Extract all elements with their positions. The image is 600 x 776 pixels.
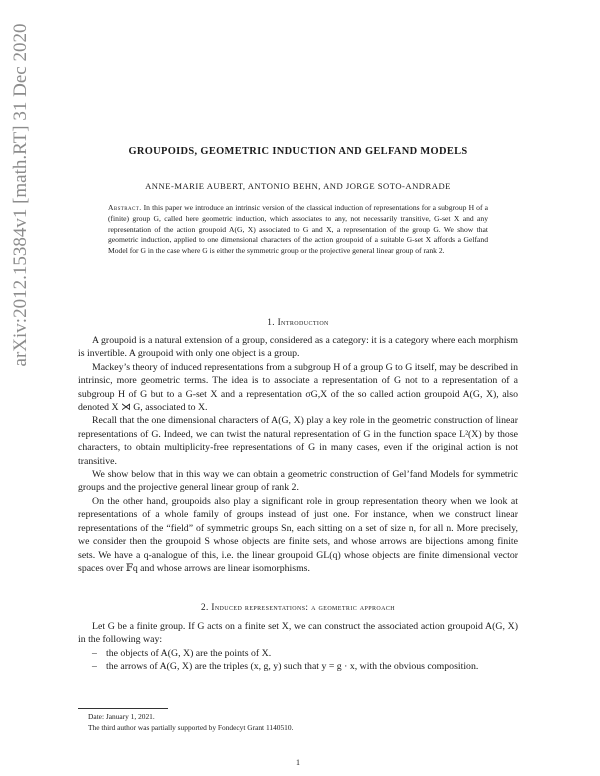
section-1-body	[78, 334, 518, 575]
list-item: – the objects of A(G, X) are the points of X.	[78, 647, 518, 660]
list-item: – the arrows of A(G, X) are the triples (x, g, y) such that y = g · x, with the obvious composition.	[78, 660, 518, 673]
section-2-body	[78, 620, 518, 674]
paragraph: Mackey’s theory of induced representations from a subgroup H of a group G to G itself, may be described in intrinsic, more geometric terms. The idea is to associate a representation of G not to a representation of a subgroup H of G but to a G-set X and a representation σG,X of the so called action groupoid A(G, X), also denoted X ⋊ G, associated to X.	[78, 361, 518, 414]
footnote-date: Date: January 1, 2021.	[88, 712, 155, 721]
paragraph: A groupoid is a natural extension of a group, considered as a category: it is a category where each morphism is invertible. A groupoid with only one object is a group.	[78, 335, 518, 360]
section-1-heading: 1. Introduction	[267, 317, 329, 327]
page-number: 1	[296, 758, 300, 767]
abstract	[108, 203, 488, 257]
footnote-divider	[78, 708, 168, 709]
abstract-text: In this paper we introduce an intrinsic version of the classical induction of representations for a subgroup H of a (finite) group G, called here geometric induction, which associates to any, not necessarily transitive, G-set X and any representation of the action groupoid A(G, X) associated to G and X, a representation of the group G. We show that geometric induction, applied to one dimensional characters of the action groupoid of a suitable G-set X affords a Gelfand Model for G in the case where G is either the symmetric group or the projective general linear group of rank 2.	[108, 203, 488, 256]
paper-title: GROUPOIDS, GEOMETRIC INDUCTION AND GELFAND MODELS	[128, 146, 468, 157]
paragraph: We show below that in this way we can obtain a geometric construction of Gel’fand Models for symmetric groups and the projective general linear group of rank 2.	[78, 469, 518, 494]
footnote-funding: The third author was partially supported by Fondecyt Grant 1140510.	[88, 722, 294, 732]
arxiv-identifier-text: arXiv:2012.15384v1 [math.RT] 31 Dec 2020	[10, 23, 31, 367]
section-2-heading: 2. Induced representations: a geometric approach	[200, 602, 396, 612]
paragraph: Let G be a finite group. If G acts on a finite set X, we can construct the associated action groupoid A(G, X) in the following way:	[78, 621, 518, 646]
abstract-label: Abstract.	[108, 203, 142, 212]
footnotes	[78, 712, 518, 733]
bullet-list	[78, 647, 518, 674]
paragraph: Recall that the one dimensional characters of A(G, X) play a key role in the geometric construction of linear representations of G. Indeed, we can twist the natural representation of G in the function space L²(X) by those characters, to obtain multiplicity-free representations of G in many cases, even if the original action is not transitive.	[78, 415, 518, 467]
paragraph: On the other hand, groupoids also play a significant role in group representation theory when we look at representations of a whole family of groups instead of just one. For instance, when we construct linear representations of the “field” of symmetric groups Sn, each sitting on a set of size n, for all n. More precisely, we consider then the groupoid S whose objects are finite sets, and whose arrows are bijections among finite sets. We have a q-analogue of this, i.e. the linear groupoid GL(q) whose objects are finite dimensional vector spaces over 𝔽q and whose arrows are linear isomorphisms.	[78, 495, 518, 574]
paper-authors: ANNE-MARIE AUBERT, ANTONIO BEHN, AND JORGE SOTO-ANDRADE	[145, 181, 451, 191]
